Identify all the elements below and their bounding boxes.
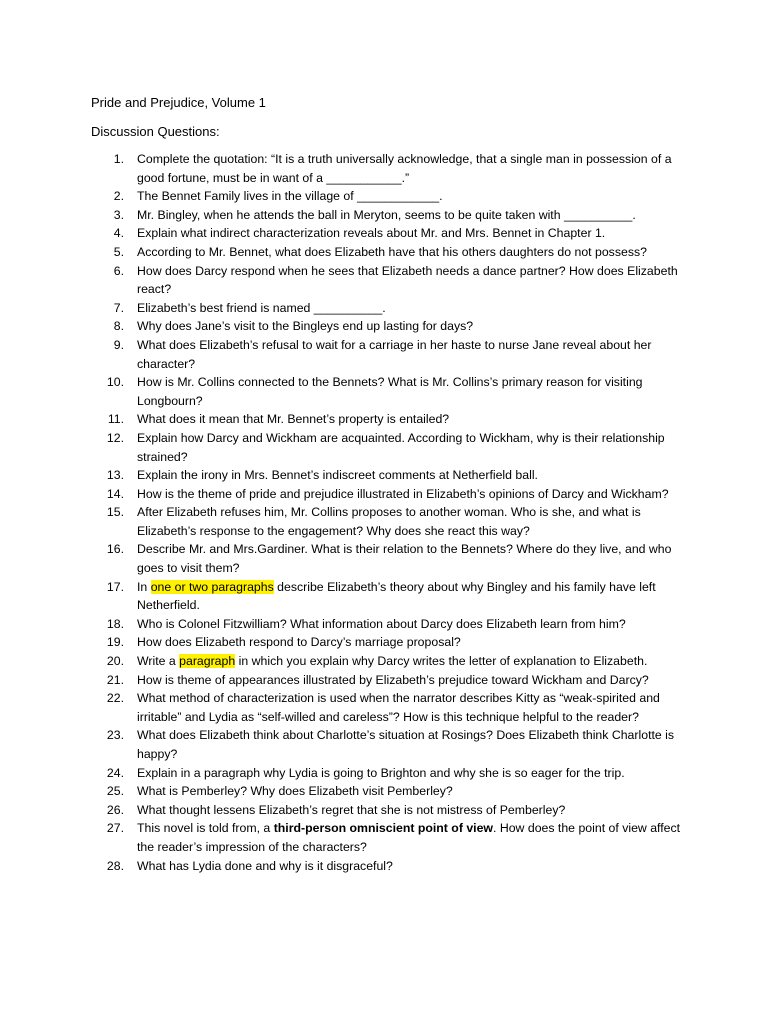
text-run: Why does Jane’s visit to the Bingleys end up lasting for days?: [137, 319, 474, 334]
text-run: According to Mr. Bennet, what does Elizabeth have that his others daughters do not possess?: [137, 244, 647, 259]
question-text: [137, 784, 453, 798]
question-number: 15.: [106, 505, 124, 520]
question-text: [137, 412, 449, 426]
question-number: 22.: [106, 691, 124, 706]
text-run: Explain in a paragraph why Lydia is going to Brighton and why she is so eager for the trip.: [137, 765, 625, 780]
question-number: 11.: [107, 412, 124, 427]
question-text: [137, 766, 625, 780]
question-number: 7.: [113, 300, 124, 315]
text-run: What does Elizabeth think about Charlotte’s situation at Rosings? Does Elizabeth think Charlotte is happy?: [137, 728, 675, 761]
question-text: [137, 728, 674, 761]
question-text: [137, 468, 538, 482]
question-number: 16.: [106, 542, 124, 557]
text-run: What does Elizabeth’s refusal to wait for a carriage in her haste to nurse Jane reveal about her character?: [137, 337, 652, 371]
question-text: [137, 301, 386, 315]
question-text: [137, 245, 647, 259]
question-text: [137, 691, 660, 724]
question-number: 1.: [113, 152, 124, 166]
question-number: 9.: [113, 337, 124, 352]
document-title: Pride and Prejudice, Volume 1: [91, 95, 266, 110]
question-text: [137, 226, 605, 240]
question-text: [137, 821, 680, 854]
question-item: [100, 615, 690, 634]
question-text: [137, 338, 651, 371]
text-run: What does it mean that Mr. Bennet’s property is entailed?: [137, 412, 450, 427]
question-item: [100, 410, 690, 429]
text-run: Complete the quotation: “It is a truth universally acknowledge, that a single man in possession of a good fortune, must be in want of a ___________.”: [137, 152, 672, 185]
question-number: 14.: [106, 486, 124, 501]
question-text: [137, 803, 565, 817]
text-run: describe Elizabeth’s theory about why Bingley and his family have left Netherfield.: [137, 579, 656, 613]
question-item: [100, 429, 690, 466]
question-number: 5.: [113, 244, 124, 259]
question-text: [137, 635, 461, 649]
text-run: In: [137, 579, 151, 594]
text-run: . How does the point of view affect the reader’s impression of the characters?: [137, 821, 681, 854]
question-text: [137, 375, 643, 408]
question-number: 10.: [106, 375, 124, 390]
question-item: [100, 485, 690, 504]
question-item: [100, 540, 690, 577]
question-item: [100, 801, 690, 820]
text-run: The Bennet Family lives in the village of ____________.: [137, 189, 443, 204]
question-number: 17.: [106, 579, 124, 594]
question-text: [137, 487, 669, 501]
question-text: [137, 859, 393, 873]
question-item: [100, 317, 690, 336]
question-item: [100, 857, 690, 876]
text-run: in which you explain why Darcy writes the letter of explanation to Elizabeth.: [235, 654, 648, 669]
question-text: [137, 189, 443, 203]
question-text: [137, 264, 678, 297]
question-item: [100, 262, 690, 299]
highlighted-text: paragraph: [179, 654, 236, 669]
question-number: 24.: [106, 765, 124, 780]
question-item: [100, 764, 690, 783]
question-text: [137, 617, 626, 631]
question-text: [137, 580, 656, 613]
text-run: After Elizabeth refuses him, Mr. Collins proposes to another woman. Who is she, and what is Elizabeth’s response to the engagement? Why does she react this way?: [137, 505, 641, 538]
question-number: 2.: [113, 189, 124, 204]
text-run: Who is Colonel Fitzwilliam? What information about Darcy does Elizabeth learn from him?: [137, 616, 626, 631]
question-text: [137, 208, 636, 222]
question-number: 25.: [106, 784, 124, 799]
question-text: [137, 673, 649, 687]
question-number: 6.: [113, 263, 124, 278]
question-item: [100, 503, 690, 540]
question-item: [100, 671, 690, 690]
question-item: [100, 578, 690, 615]
text-run: What method of characterization is used when the narrator describes Kitty as “weak-spirited and irritable” and Lydia as “self-willed and careless”? How is this technique helpful to the reader?: [137, 691, 660, 724]
question-number: 3.: [113, 207, 124, 222]
question-number: 12.: [106, 430, 124, 445]
question-item: [100, 782, 690, 801]
text-run: Elizabeth’s best friend is named __________.: [137, 300, 386, 315]
text-run: How is the theme of pride and prejudice illustrated in Elizabeth’s opinions of Darcy and Wickham?: [137, 486, 669, 501]
question-list: [100, 150, 690, 875]
question-number: 26.: [106, 802, 124, 817]
question-item: [100, 726, 690, 763]
question-number: 8.: [113, 319, 124, 334]
text-run: Explain the irony in Mrs. Bennet’s indiscreet comments at Netherfield ball.: [137, 468, 538, 483]
question-item: [100, 652, 690, 671]
question-text: [137, 654, 647, 668]
question-text: [137, 542, 672, 575]
question-number: 13.: [106, 468, 124, 483]
question-item: [100, 187, 690, 206]
question-text: [137, 152, 672, 185]
question-item: [100, 243, 690, 262]
question-number: 21.: [106, 672, 124, 687]
text-run: Explain what indirect characterization reveals about Mr. and Mrs. Bennet in Chapter 1.: [137, 226, 606, 241]
question-text: [137, 505, 641, 538]
question-item: [100, 689, 690, 726]
text-run: Mr. Bingley, when he attends the ball in Meryton, seems to be quite taken with __________.: [137, 207, 636, 222]
text-run: This novel is told from, a: [137, 821, 274, 836]
text-run: Write a: [137, 654, 180, 669]
question-text: [137, 319, 473, 333]
question-number: 4.: [113, 226, 124, 241]
question-number: 23.: [106, 728, 124, 743]
question-number: 18.: [106, 616, 124, 631]
question-item: [100, 466, 690, 485]
question-item: [100, 373, 690, 410]
question-number: 28.: [106, 858, 124, 873]
section-heading: Discussion Questions:: [91, 124, 220, 139]
question-number: 20.: [106, 654, 124, 669]
question-item: [100, 150, 690, 187]
question-item: [100, 206, 690, 225]
question-number: 19.: [106, 635, 124, 650]
text-run: What is Pemberley? Why does Elizabeth visit Pemberley?: [137, 784, 453, 799]
text-run: What has Lydia done and why is it disgraceful?: [137, 858, 393, 873]
bold-text: third-person omniscient point of view: [273, 821, 493, 836]
highlighted-text: one or two paragraphs: [150, 579, 274, 594]
question-item: [100, 819, 690, 856]
question-number: 27.: [106, 821, 124, 836]
question-item: [100, 224, 690, 243]
text-run: How does Elizabeth respond to Darcy’s marriage proposal?: [137, 635, 461, 650]
question-item: [100, 336, 690, 373]
text-run: How is Mr. Collins connected to the Bennets? What is Mr. Collins’s primary reason for visiting Longbourn?: [137, 375, 643, 408]
text-run: Explain how Darcy and Wickham are acquainted. According to Wickham, why is their relationship strained?: [137, 430, 665, 464]
question-item: [100, 299, 690, 318]
question-text: [137, 431, 665, 464]
text-run: How does Darcy respond when he sees that Elizabeth needs a dance partner? How does Elizabeth react?: [137, 263, 678, 297]
question-item: [100, 633, 690, 652]
text-run: What thought lessens Elizabeth’s regret that she is not mistress of Pemberley?: [137, 802, 566, 817]
text-run: How is theme of appearances illustrated by Elizabeth’s prejudice toward Wickham and Darcy?: [137, 672, 649, 687]
text-run: Describe Mr. and Mrs.Gardiner. What is their relation to the Bennets? Where do they live, and who goes to visit them?: [137, 542, 672, 576]
